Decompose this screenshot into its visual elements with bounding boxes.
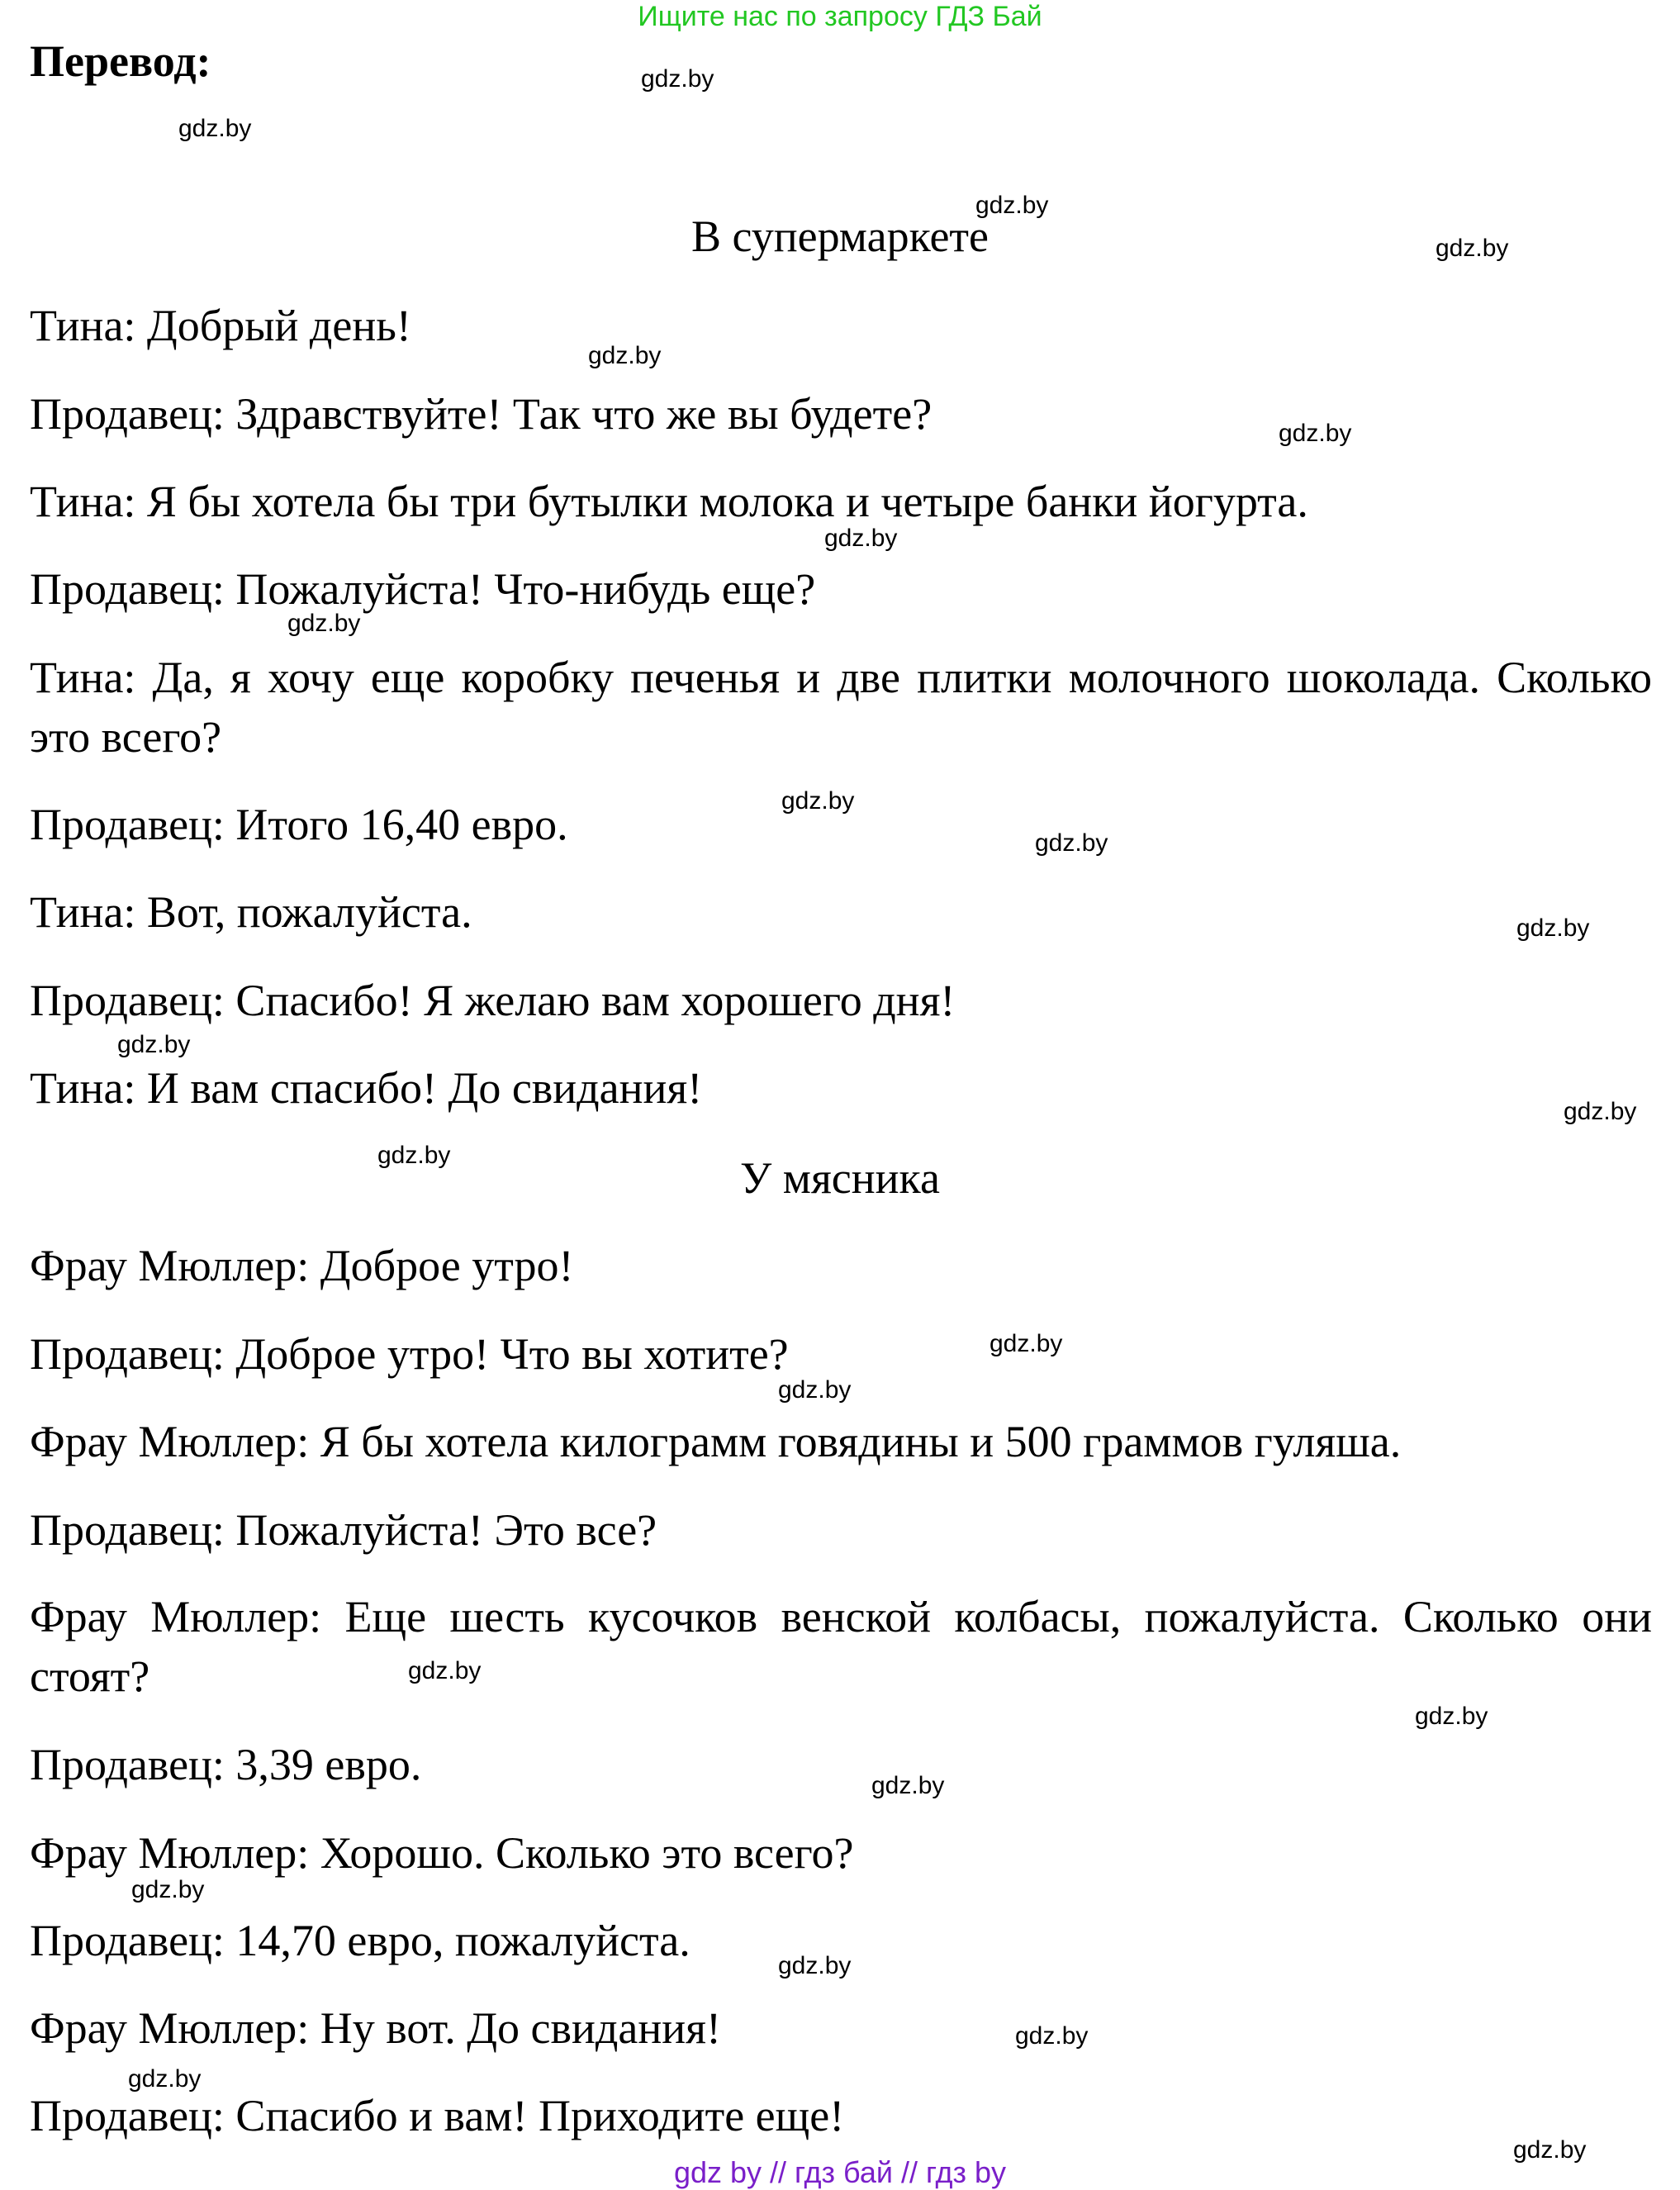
dialogue-line: Фрау Мюллер: Я бы хотела килограмм говядины и 500 граммов гуляша. bbox=[30, 1417, 1402, 1466]
watermark: gdz.by bbox=[287, 610, 361, 637]
footer-links: gdz by // гдз бай // гдз by bbox=[673, 2155, 1007, 2189]
watermark: gdz.by bbox=[588, 342, 662, 369]
dialogue-line: Продавец: Здравствуйте! Так что же вы будете? bbox=[30, 389, 933, 439]
dialogue-line: Фрау Мюллер: Еще шесть кусочков венской колбасы, пожалуйста. Сколько они стоят? bbox=[30, 1592, 1652, 1701]
watermark: gdz.by bbox=[1516, 914, 1590, 942]
dialogue-line: Тина: И вам спасибо! До свидания! bbox=[30, 1063, 703, 1113]
watermark: gdz.by bbox=[781, 787, 855, 815]
watermark: gdz.by bbox=[377, 1142, 451, 1169]
watermark: gdz.by bbox=[1415, 1703, 1488, 1730]
watermark: gdz.by bbox=[1279, 420, 1352, 447]
dialogue-line: Фрау Мюллер: Хорошо. Сколько это всего? bbox=[30, 1828, 854, 1878]
watermark: gdz.by bbox=[824, 525, 898, 552]
watermark: gdz.by bbox=[778, 1376, 852, 1404]
watermark: gdz.by bbox=[128, 2065, 202, 2093]
watermark: gdz.by bbox=[1564, 1098, 1637, 1125]
watermark: gdz.by bbox=[131, 1876, 205, 1903]
dialogue-line: Фрау Мюллер: Ну вот. До свидания! bbox=[30, 2003, 721, 2053]
watermark: gdz.by bbox=[178, 115, 252, 142]
dialogue-line: Тина: Вот, пожалуйста. bbox=[30, 887, 472, 937]
watermark: gdz.by bbox=[1513, 2136, 1587, 2164]
watermark: gdz.by bbox=[641, 65, 714, 93]
page-title: Перевод: bbox=[30, 36, 211, 86]
section-heading-supermarket: В супермаркете bbox=[691, 211, 989, 261]
search-banner: Ищите нас по запросу ГДЗ Бай bbox=[638, 1, 1042, 32]
dialogue-line: Продавец: Спасибо! Я желаю вам хорошего дня! bbox=[30, 976, 956, 1025]
dialogue-line: Продавец: 3,39 евро. bbox=[30, 1740, 422, 1789]
watermark: gdz.by bbox=[1436, 235, 1509, 262]
dialogue-line: Тина: Добрый день! bbox=[30, 301, 411, 350]
watermark: gdz.by bbox=[1015, 2022, 1089, 2050]
dialogue-line: Продавец: Пожалуйста! Что-нибудь еще? bbox=[30, 564, 816, 614]
dialogue-line: Продавец: 14,70 евро, пожалуйста. bbox=[30, 1916, 691, 1965]
dialogue-line: Продавец: Доброе утро! Что вы хотите? bbox=[30, 1329, 789, 1379]
dialogue-line: Тина: Я бы хотела бы три бутылки молока и четыре банки йогурта. bbox=[30, 477, 1308, 526]
watermark: gdz.by bbox=[871, 1772, 945, 1799]
dialogue-line: Продавец: Спасибо и вам! Приходите еще! bbox=[30, 2091, 845, 2140]
watermark: gdz.by bbox=[117, 1031, 191, 1058]
dialogue-line: Фрау Мюллер: Доброе утро! bbox=[30, 1241, 574, 1290]
dialogue-line: Продавец: Итого 16,40 евро. bbox=[30, 800, 568, 849]
watermark: gdz.by bbox=[989, 1330, 1063, 1357]
watermark: gdz.by bbox=[778, 1952, 852, 1979]
watermark: gdz.by bbox=[408, 1657, 482, 1684]
watermark: gdz.by bbox=[975, 192, 1049, 219]
dialogue-line: Тина: Да, я хочу еще коробку печенья и две плитки молочного шоколада. Сколько это всего? bbox=[30, 653, 1652, 762]
section-heading-butcher: У мясника bbox=[740, 1153, 940, 1203]
dialogue-line: Продавец: Пожалуйста! Это все? bbox=[30, 1505, 657, 1555]
watermark: gdz.by bbox=[1035, 829, 1108, 857]
